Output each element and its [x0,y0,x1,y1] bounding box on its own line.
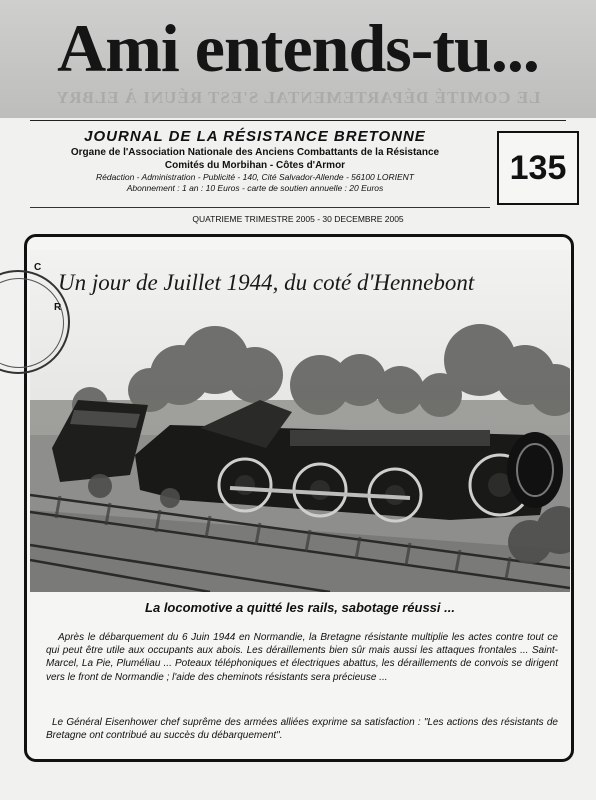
journal-title: Ami entends-tu... [57,10,539,86]
derailed-locomotive-photo [30,250,570,592]
journal-subtitle: JOURNAL DE LA RÉSISTANCE BRETONNE [84,128,426,145]
stamp-inner-ring [0,278,64,368]
header-rule [30,207,490,208]
masthead [0,0,596,118]
stamp-letter-c: C [34,262,42,273]
stamp-letter-r: R [54,302,62,313]
photo-title: Un jour de Juillet 1944, du coté d'Hennebont [58,270,475,295]
publication-header [20,128,490,194]
top-rule [30,120,566,121]
issue-number: 135 [497,131,579,205]
redaction-line: Rédaction - Administration - Publicité - 140, Cité Salvador-Allende - 56100 LORIENT [96,172,414,182]
comites-line: Comités du Morbihan - Côtes d'Armor [164,160,346,171]
bleed-through-text: LE COMITÉ DÉPARTEMENTAL S'EST RÉUNI À ELBRY [55,88,541,107]
article-headline: La locomotive a quitté les rails, sabotage réussi ... [145,600,455,615]
organe-line: Organe de l'Association Nationale des Anciens Combattants de la Résistance [70,147,440,158]
article-paragraph: Après le débarquement du 6 Juin 1944 en Normandie, la Bretagne résistante multiplie les actes contre tout ce qui peut être utile aux occupants aux abois. Les déraillements bien sûr mais aussi les attaques frontales ... Saint-Marcel, La Pie, Pluméliau ... Poteaux téléphoniques et électriques abattus, les déraillements de convois se dirigent vers le front de Normandie ; l'aide des cheminots résistants sera précieuse ... [46,632,558,683]
article-paragraph: Le Général Eisenhower chef suprême des armées alliées exprime sa satisfaction : "Les actions des résistants de Bretagne ont contribué au succès du débarquement". [46,717,558,742]
abonnement-line: Abonnement : 1 an : 10 Euros - carte de soutien annuelle : 20 Euros [126,183,384,193]
photo-illustration [30,250,570,592]
issue-date: QUATRIEME TRIMESTRE 2005 - 30 DECEMBRE 2005 [192,214,404,224]
